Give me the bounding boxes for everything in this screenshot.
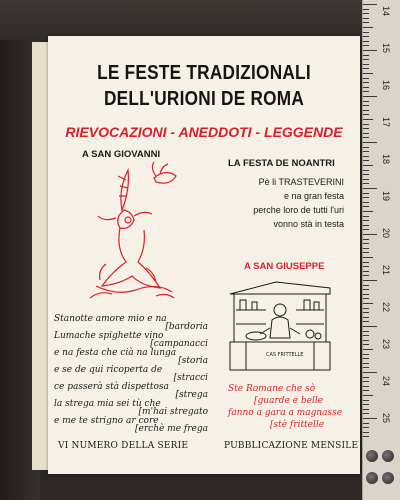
ruler-tick [363,381,369,382]
ruler-number: 17 [381,117,391,128]
ruler-tick [363,9,369,10]
frittelle-stand-illustration [226,280,334,372]
ruler-tick [363,308,369,309]
ruler-tick [363,243,369,244]
ruler-tick [363,206,369,207]
ruler-tick [363,262,369,263]
ruler-tick [363,87,369,88]
poem-continuation: [bardoria [165,322,208,332]
trastevere-line: perche loro de tutti l'uri [253,205,344,215]
ruler-tick [363,363,369,364]
ruler-tick [363,59,369,60]
ruler-tick [363,110,369,111]
ruler-tick [363,179,369,180]
ruler-tick [363,101,369,102]
ruler-tick [363,55,369,56]
ruler-tick [363,418,377,419]
ruler-tick [363,275,369,276]
back-card-edge [32,42,49,470]
poem-continuation: [erchè me frega [135,424,208,434]
poem-line: e se de qui ricoperta de [54,365,163,375]
ruler-tick [363,257,373,258]
ruler-number: 20 [381,228,391,239]
ruler-tick [363,160,369,161]
trastevere-line: Pè li TRASTEVERINI [258,177,344,187]
ruler-tick [363,400,369,401]
poem-line: e na festa che cià na lunga [54,348,177,358]
trastevere-line: e na gran festa [283,191,344,201]
ruler-tick [363,211,373,212]
ruler-tick [363,404,369,405]
ruler-tick [363,354,369,355]
poem-line: la strega mia sei tù che [54,399,161,409]
book-cover [48,36,360,474]
ruler-tick [363,165,373,166]
ruler-tick [363,413,369,414]
ruler-tick [363,317,369,318]
ruler-tick [363,344,369,345]
ruler-tick [363,367,369,368]
bolt-icon [382,472,394,484]
ruler-tick [363,96,377,97]
ruler-tick [363,197,369,198]
ruler-tick [363,147,369,148]
ruler-tick [363,202,369,203]
shop-sign: CAS FRITTELLE [266,352,304,358]
ruler-number: 15 [381,43,391,54]
bolt-icon [366,472,378,484]
ruler-tick [363,432,369,433]
ruler-tick [363,349,373,350]
ruler-tick [363,377,369,378]
ruler-tick [363,340,369,341]
ruler-tick [363,64,369,65]
ruler-tick [363,4,377,5]
ruler-tick [363,188,377,189]
bolt-icon [382,450,394,462]
ruler-tick [363,335,369,336]
ruler-tick [363,156,369,157]
ruler-number: 19 [381,191,391,202]
ruler-tick [363,294,369,295]
red-poem-line: Ste Romane che sò [228,384,316,394]
ruler-tick [363,82,369,83]
poem-line: ce passerà stà dispettosa [54,382,169,392]
ruler-tick [363,128,369,129]
ruler-tick [363,303,373,304]
ruler-tick [363,285,369,286]
ruler-tick [363,280,377,281]
ruler-tick [363,124,369,125]
measuring-ruler [362,0,400,500]
poem-line: Lumache spighette vino [54,331,164,341]
ruler-tick [363,298,369,299]
red-poem-line: [guarde e belle [254,396,324,406]
ruler-tick [363,22,369,23]
ruler-tick [363,312,369,313]
poem-line: e me te strigno ar core [54,416,159,426]
ruler-tick [363,436,369,437]
festa-noantri-heading: LA FESTA DE NOANTRI [228,158,335,169]
ruler-tick [363,372,377,373]
ruler-tick [363,183,369,184]
ruler-tick [363,105,369,106]
poem-continuation: [storia [178,356,208,366]
ruler-tick [363,390,369,391]
ruler-tick [363,174,369,175]
ruler-tick [363,409,369,410]
subtitle: RIEVOCAZIONI - ANEDDOTI - LEGGENDE [65,124,343,140]
background-top [0,0,400,40]
red-poem-line: fanno a gara a magnasse [228,408,343,418]
san-giuseppe-heading: A SAN GIUSEPPE [244,261,325,272]
ruler-tick [363,220,369,221]
ruler-tick [363,36,369,37]
ruler-number: 23 [381,339,391,350]
ruler-tick [363,234,377,235]
ruler-tick [363,13,369,14]
ruler-tick [363,41,369,42]
poem-line: Stanotte amore mio e na [54,314,167,324]
ruler-tick [363,32,369,33]
red-poem-line: [stè frittelle [270,420,325,430]
ruler-number: 18 [381,154,391,165]
ruler-tick [363,423,369,424]
ruler-tick [363,137,369,138]
title-line-1: LE FESTE TRADIZIONALI [97,62,311,84]
ruler-tick [363,386,369,387]
ruler-tick [363,119,373,120]
ruler-tick [363,73,373,74]
ruler-number: 16 [381,80,391,91]
ruler-tick [363,18,369,19]
ruler-tick [363,395,373,396]
ruler-number: 21 [381,265,391,276]
ruler-number: 14 [381,6,391,17]
ruler-tick [363,427,369,428]
san-giovanni-heading: A SAN GIOVANNI [82,149,161,160]
poem-continuation: [strega [175,390,208,400]
ruler-tick [363,229,369,230]
ruler-tick [363,225,369,226]
witch-illustration [76,158,186,308]
ruler-tick [363,68,369,69]
trastevere-line: vonno stà in testa [273,219,344,229]
bolt-icon [366,450,378,462]
ruler-number: 25 [381,413,391,424]
poem-continuation: [stracci [173,373,208,383]
ruler-clamp [362,442,400,500]
ruler-tick [363,331,369,332]
publication-frequency: PUBBLICAZIONE MENSILE [224,441,359,451]
ruler-tick [363,271,369,272]
ruler-tick [363,142,377,143]
ruler-tick [363,78,369,79]
ruler-number: 22 [381,302,391,313]
ruler-tick [363,114,369,115]
ruler-tick [363,326,377,327]
poem-continuation: [m'hai stregato [138,407,208,417]
ruler-tick [363,248,369,249]
ruler-tick [363,193,369,194]
ruler-number: 24 [381,376,391,387]
ruler-tick [363,266,369,267]
ruler-tick [363,50,377,51]
ruler-tick [363,45,369,46]
ruler-tick [363,358,369,359]
ruler-tick [363,91,369,92]
ruler-tick [363,216,369,217]
series-number: VI NUMERO DELLA SERIE [58,441,189,451]
title-line-2: DELL'URIONI DE ROMA [103,88,305,110]
ruler-tick [363,321,369,322]
ruler-tick [363,27,373,28]
ruler-tick [363,133,369,134]
poem-continuation: [campanacci [150,339,208,349]
ruler-tick [363,289,369,290]
ruler-tick [363,239,369,240]
ruler-tick [363,170,369,171]
ruler-tick [363,151,369,152]
ruler-tick [363,252,369,253]
